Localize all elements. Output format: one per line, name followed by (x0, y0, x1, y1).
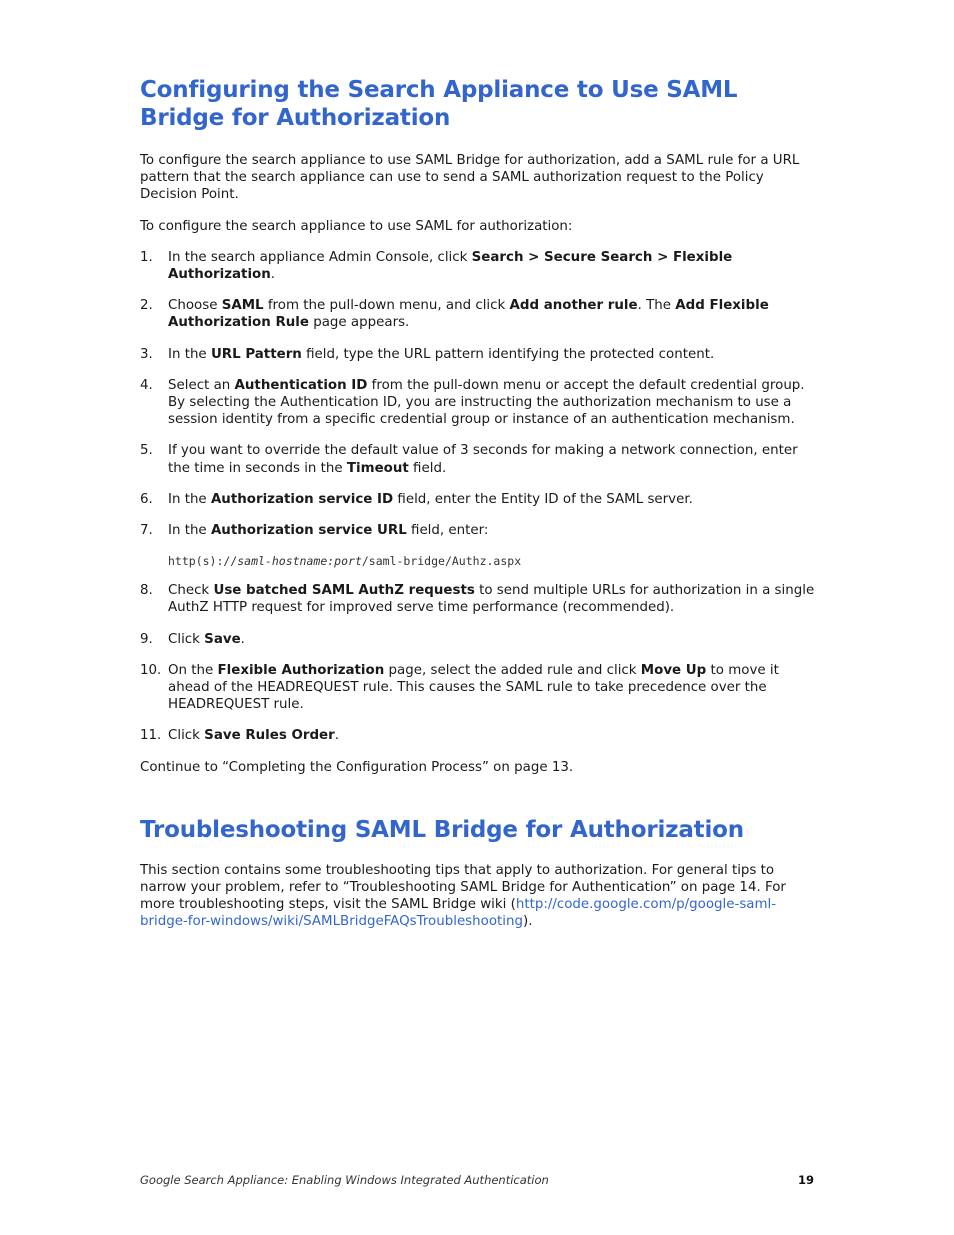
step-8 (140, 582, 816, 616)
ui-term: Save Rules Order (204, 728, 335, 744)
ui-term: URL Pattern (210, 346, 302, 362)
step-5 (140, 442, 816, 476)
step-fragment: page appears. (308, 315, 410, 331)
step-7 (140, 522, 816, 539)
step-text (168, 250, 732, 282)
step-fragment: . (270, 267, 276, 283)
step-number: 9. (140, 631, 153, 647)
step-fragment: page, select the added rule and click (384, 662, 641, 678)
ui-term: Add Flexible Authorization Rule (168, 298, 769, 331)
troubleshooting-paragraph: This section contains some troubleshooting tips that apply to authorization. For general tips to narrow your problem, refer to “Troubleshooting SAML Bridge for Authentication” on page 14. For more troubleshooting steps, visit the SAML Bridge wiki (http://code.google.com/p/google-saml-bridge-for-windows/wiki/SAMLBridgeFAQsTroubleshooting). (140, 862, 786, 930)
step-fragment: If you want to override the default value of 3 seconds for making a network connection, enter the time in seconds in the (168, 443, 798, 476)
step-6 (140, 491, 816, 508)
step-text (168, 583, 814, 615)
step-fragment: field, type the URL pattern identifying the protected content. (301, 346, 715, 362)
ui-term: Authorization service URL (210, 523, 407, 539)
page-footer (140, 1173, 816, 1187)
footer-title: Google Search Appliance: Enabling Windows Integrated Authentication (140, 1173, 549, 1187)
step-fragment: Select an (168, 377, 235, 393)
step-2 (140, 297, 816, 331)
step-fragment: . The (637, 298, 676, 314)
step-fragment: In the search appliance Admin Console, click (168, 249, 472, 265)
step-1 (140, 249, 816, 283)
step-text (168, 298, 769, 330)
ui-term: Flexible Authorization (217, 662, 385, 678)
ui-term: Search > Secure Search > Flexible Authorization (168, 249, 733, 283)
step-fragment: In the (168, 491, 211, 507)
ui-term: Authorization service ID (210, 491, 394, 507)
step-number: 6. (140, 491, 153, 507)
step-fragment: field, enter the Entity ID of the SAML server. (393, 491, 693, 507)
step-fragment: On the (168, 662, 218, 678)
step-fragment: to move it ahead of the HEADREQUEST rule. This causes the SAML rule to take precedence over the HEADREQUEST rule. (168, 662, 779, 713)
step-11 (140, 727, 816, 744)
ui-term: Timeout (346, 460, 409, 476)
intro-paragraph: To configure the search appliance to use SAML Bridge for authorization, add a SAML rule for a URL pattern that the search appliance can use to send a SAML authorization request to the Policy Decision Point. (140, 153, 800, 203)
steps-list (140, 249, 816, 745)
step-text (168, 663, 779, 712)
step-number: 5. (140, 443, 153, 459)
step-number: 10. (140, 662, 162, 678)
step-3 (140, 346, 816, 363)
step-text (168, 632, 245, 647)
step-text (168, 347, 714, 362)
step-number: 2. (140, 298, 153, 314)
step-number: 8. (140, 583, 153, 599)
wiki-link[interactable]: http://code.google.com/p/google-saml-bridge-for-windows/wiki/SAMLBridgeFAQsTroubleshooting (140, 897, 777, 930)
ui-term: Add another rule (509, 298, 638, 314)
step-fragment: In the (168, 523, 211, 539)
step-fragment: from the pull-down menu or accept the default credential group. By selecting the Authentication ID, you are instructing the authorization mechanism to use a session identity from a specific credential group or instance of an authentication mechanism. (168, 377, 805, 428)
step-number: 7. (140, 523, 153, 539)
continue-paragraph: Continue to “Completing the Configuration Process” on page 13. (140, 759, 574, 775)
ui-term: Use batched SAML AuthZ requests (213, 583, 475, 599)
step-fragment: to send multiple URLs for authorization in a single AuthZ HTTP request for improved serve time performance (recommended). (168, 583, 815, 616)
step-number: 4. (140, 377, 153, 393)
step-10 (140, 662, 816, 714)
step-text (168, 443, 798, 475)
step-fragment: from the pull-down menu, and click (263, 298, 510, 314)
step-fragment: Check (168, 583, 214, 599)
step-text (168, 523, 488, 538)
step-fragment: field. (408, 460, 447, 476)
step-fragment: Click (168, 631, 205, 647)
step-text (168, 492, 693, 507)
step-number: 1. (140, 249, 153, 265)
page-number: 19 (797, 1173, 814, 1187)
step-fragment: . (334, 728, 339, 744)
ui-term: Move Up (640, 662, 707, 678)
authz-url-code: http(s)://saml-hostname:port/saml-bridge/Authz.aspx (168, 554, 522, 569)
code-sample (140, 553, 816, 570)
step-4 (140, 377, 816, 429)
ui-term: SAML (221, 298, 264, 314)
section-heading-configuring: Configuring the Search Appliance to Use SAML Bridge for Authorization (140, 77, 738, 131)
step-number: 3. (140, 346, 153, 362)
step-fragment: Choose (168, 298, 222, 314)
ui-term: Save (204, 631, 241, 647)
ui-term: Authentication ID (234, 377, 368, 393)
step-fragment: . (240, 631, 245, 647)
page-content (140, 76, 816, 931)
step-text (168, 728, 339, 743)
step-text (168, 378, 805, 427)
lead-paragraph: To configure the search appliance to use SAML for authorization: (140, 218, 573, 234)
step-fragment: Click (168, 728, 205, 744)
step-fragment: field, enter: (406, 523, 489, 539)
step-9 (140, 631, 816, 648)
section-heading-troubleshooting: Troubleshooting SAML Bridge for Authorization (140, 816, 744, 843)
step-number: 11. (140, 728, 162, 744)
step-fragment: In the (168, 346, 211, 362)
